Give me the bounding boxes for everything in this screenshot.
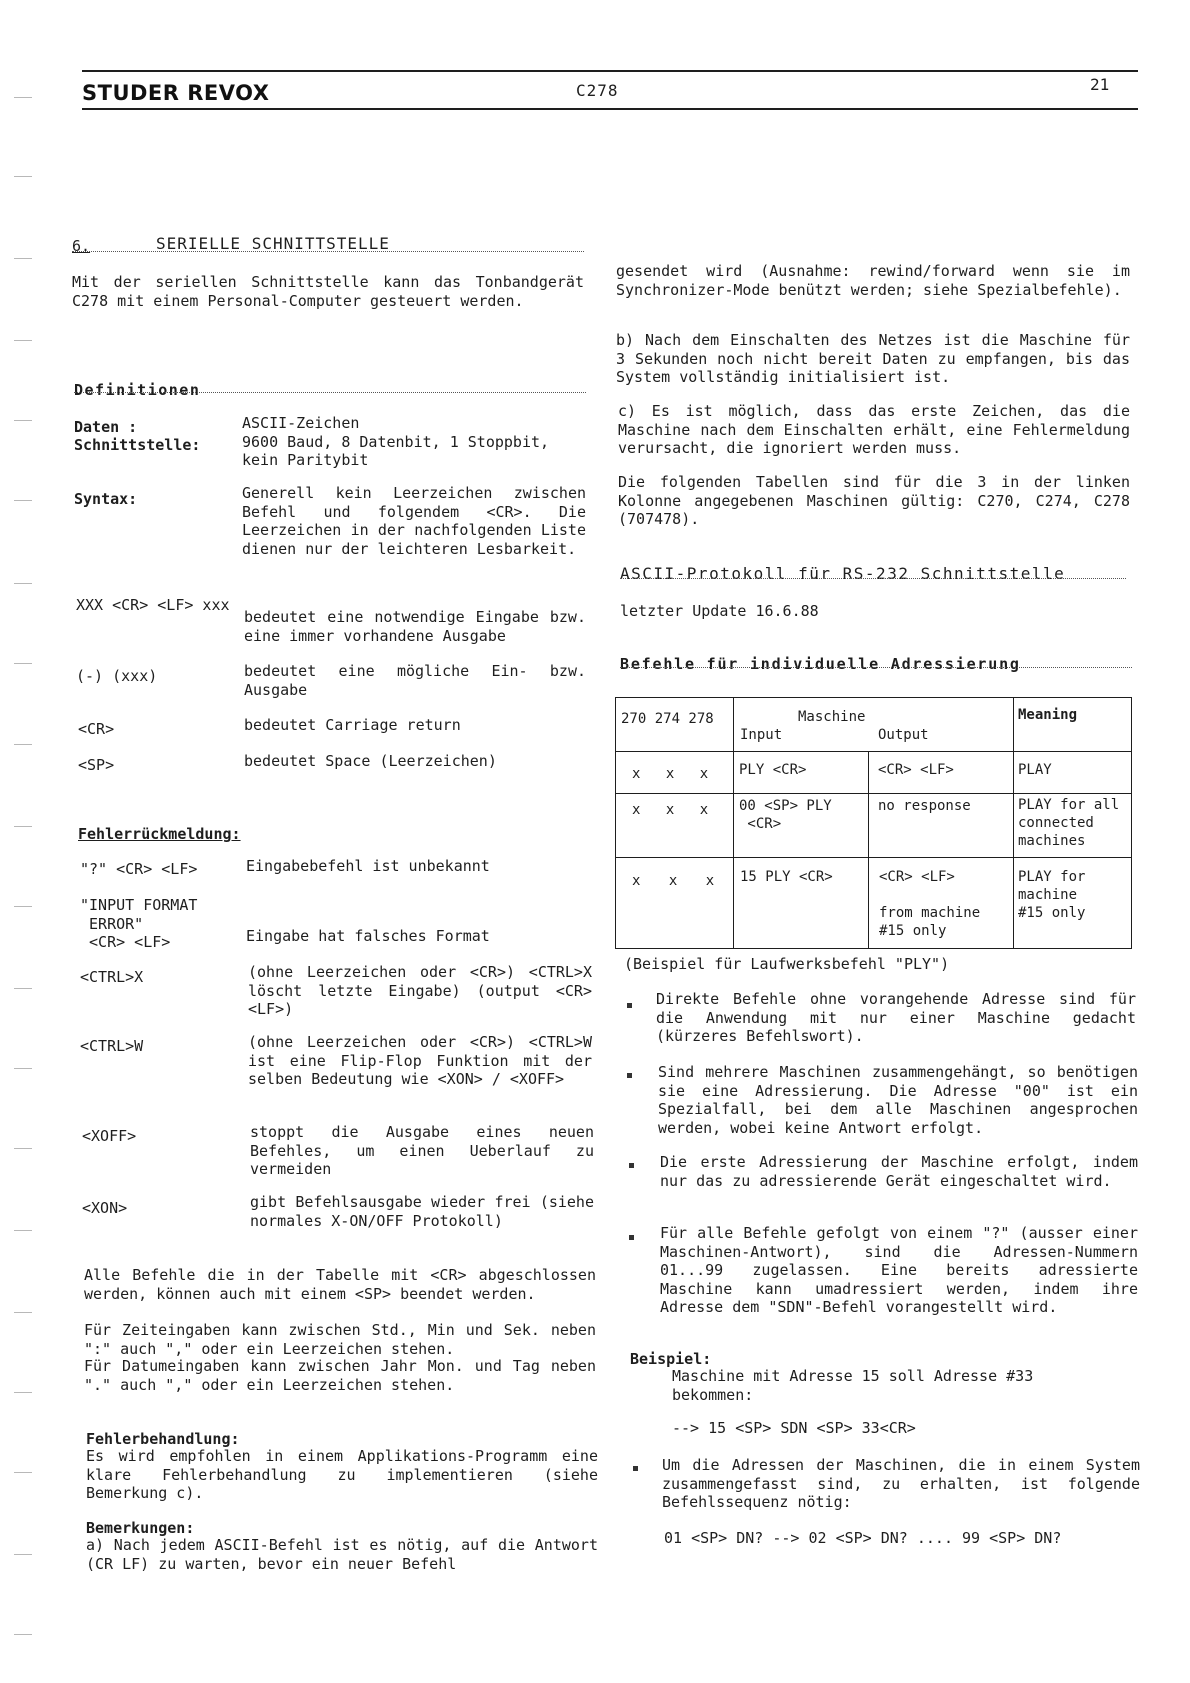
table-row-3-marks: x x x [632, 873, 715, 889]
notes-p1: Alle Befehle die in der Tabelle mit <CR> abgeschlossen werden, können auch mit einem <SP> beendet werden. [84, 1266, 596, 1303]
err-term-2: "INPUT FORMAT ERROR" <CR> <LF> [80, 896, 198, 951]
def-term-4: <SP> [78, 756, 115, 774]
err-term-4: <CTRL>W [80, 1037, 144, 1055]
margin-tick [14, 744, 32, 745]
errors-heading: Fehlerrückmeldung: [78, 825, 241, 843]
bullet-marker [633, 1466, 638, 1471]
table-row-1-input: PLY <CR> [739, 762, 807, 778]
err-desc-1: Eingabebefehl ist unbekannt [246, 857, 490, 875]
margin-tick [14, 1472, 32, 1473]
err-desc-6: gibt Befehlsausgabe wieder frei (siehe normales X-ON/OFF Protokoll) [250, 1193, 594, 1230]
table-col-line [733, 698, 734, 948]
header-bottom-rule [82, 108, 1138, 110]
command-table [615, 697, 1132, 949]
margin-tick [14, 97, 32, 98]
def-desc-4: bedeutet Space (Leerzeichen) [244, 752, 497, 770]
err-desc-4: (ohne Leerzeichen oder <CR>) <CTRL>W ist eine Flip-Flop Funktion mit der selben Bedeutung wie <XON> / <XOFF> [248, 1033, 592, 1088]
table-caption: (Beispiel für Laufwerksbefehl "PLY") [624, 955, 950, 973]
table-header-input: Input [740, 727, 783, 743]
table-col-line [1013, 698, 1014, 948]
margin-tick [14, 1148, 32, 1149]
table-col-line [868, 751, 869, 948]
notes-p3: Für Datumeingaben kann zwischen Jahr Mon. und Tag neben "." auch "," oder ein Leerzeichen stehen. [84, 1357, 596, 1394]
schnittstelle-label: Schnittstelle: [74, 436, 201, 454]
def-desc-2: bedeutet eine mögliche Ein- bzw. Ausgabe [244, 662, 586, 699]
table-row-1-marks: x x x [632, 766, 709, 782]
bullet-marker [627, 1003, 632, 1008]
bullet-marker [629, 1235, 634, 1240]
margin-tick [14, 1312, 32, 1313]
table-row-2-output: no response [878, 798, 971, 814]
definitions-heading: Definitionen [74, 381, 201, 399]
margin-tick [14, 583, 32, 584]
margin-tick [14, 826, 32, 827]
def-desc-3: bedeutet Carriage return [244, 716, 461, 734]
notes-p2: Für Zeiteingaben kann zwischen Std., Min und Sek. neben ":" auch "," oder ein Leerzeichen stehen. [84, 1321, 596, 1358]
table-row-3-input: 15 PLY <CR> [740, 869, 833, 885]
bullet-marker [629, 1163, 634, 1168]
margin-tick [14, 1392, 32, 1393]
daten-label: Daten : [74, 418, 138, 436]
daten-value: ASCII-Zeichen 9600 Baud, 8 Datenbit, 1 Stoppbit, kein Paritybit [242, 414, 550, 469]
fehlerbehandlung-heading: Fehlerbehandlung: [86, 1430, 240, 1448]
margin-tick [14, 663, 32, 664]
table-row-3-meaning: PLAY for machine #15 only [1018, 869, 1086, 921]
tables-note: Die folgenden Tabellen sind für die 3 in der linken Kolonne angegebenen Maschinen gültig: C270, C274, C278 (707478). [618, 473, 1130, 528]
beispiel-command: --> 15 <SP> SDN <SP> 33<CR> [672, 1419, 916, 1437]
bullet-item-3: Die erste Adressierung der Maschine erfolgt, indem nur das zu adressierende Gerät eingeschaltet wird. [660, 1153, 1138, 1190]
command-sequence: 01 <SP> DN? --> 02 <SP> DN? .... 99 <SP> DN? [664, 1529, 1062, 1547]
protocol-heading-rule [620, 578, 1126, 579]
model-label: C278 [576, 81, 619, 100]
margin-tick [14, 906, 32, 907]
margin-tick [14, 1634, 32, 1635]
err-desc-5: stoppt die Ausgabe eines neuen Befehles, um einen Ueberlauf zu vermeiden [250, 1123, 594, 1178]
def-term-1: XXX <CR> <LF> xxx [76, 596, 230, 614]
err-term-6: <XON> [82, 1199, 128, 1217]
fehlerbehandlung-text: Es wird empfohlen in einem Applikations-Programm eine klare Fehlerbehandlung zu implementieren (siehe Bemerkung c). [86, 1447, 598, 1502]
def-desc-1: bedeutet eine notwendige Eingabe bzw. eine immer vorhandene Ausgabe [244, 608, 586, 645]
bullet-marker [627, 1073, 632, 1078]
margin-tick [14, 1554, 32, 1555]
err-term-3: <CTRL>X [80, 968, 144, 986]
table-header-meaning: Meaning [1018, 707, 1078, 723]
margin-tick [14, 988, 32, 989]
bemerkung-a-cont: gesendet wird (Ausnahme: rewind/forward wenn sie im Synchronizer-Mode benützt werden; siehe Spezialbefehle). [616, 262, 1130, 299]
protocol-heading: ASCII-Protokoll für RS-232 Schnittstelle [620, 564, 1066, 583]
err-desc-2: Eingabe hat falsches Format [246, 927, 490, 945]
table-row-3-output: <CR> <LF> from machine #15 only [879, 869, 981, 939]
bemerkungen-heading: Bemerkungen: [86, 1519, 195, 1537]
table-header-maschine: Maschine [798, 709, 866, 725]
header-top-rule [82, 70, 1138, 72]
err-desc-3: (ohne Leerzeichen oder <CR>) <CTRL>X löscht letzte Eingabe) (output <CR> <LF>) [248, 963, 592, 1018]
margin-tick [14, 258, 32, 259]
bullet-item-5: Um die Adressen der Maschinen, die in einem System zusammengefasst sind, zu erhalten, ist folgende Befehlssequenz nötig: [662, 1456, 1140, 1511]
bullet-item-2: Sind mehrere Maschinen zusammengehängt, so benötigen sie eine Adressierung. Die Adresse "00" ist ein Spezialfall, bei dem alle Maschinen angesprochen werden, wobei keine Antwort erfolgt. [658, 1063, 1138, 1137]
bullet-item-1: Direkte Befehle ohne vorangehende Adresse sind für die Anwendung mit nur einer Maschine gedacht (kürzeres Befehlswort). [656, 990, 1136, 1045]
err-term-5: <XOFF> [82, 1127, 137, 1145]
table-row-2-marks: x x x [632, 802, 709, 818]
beispiel-heading: Beispiel: [630, 1350, 712, 1368]
update-note: letzter Update 16.6.88 [620, 602, 819, 620]
section-intro: Mit der seriellen Schnittstelle kann das Tonbandgerät C278 mit einem Personal-Computer gesteuert werden. [72, 273, 584, 310]
bemerkung-c: c) Es ist möglich, dass das erste Zeichen, das die Maschine nach dem Einschalten erhält, eine Fehlermeldung verursacht, die ignoriert werden muss. [618, 402, 1130, 457]
befehle-heading-rule [620, 667, 1132, 668]
table-row-2-meaning: PLAY for all connected machines [1018, 797, 1120, 849]
table-row-line [616, 751, 1131, 752]
margin-tick [14, 500, 32, 501]
bemerkung-a: a) Nach jedem ASCII-Befehl ist es nötig, auf die Antwort (CR LF) zu warten, bevor ein neuer Befehl [86, 1536, 598, 1573]
beispiel-text: Maschine mit Adresse 15 soll Adresse #33 bekommen: [672, 1367, 1034, 1404]
bullet-item-4: Für alle Befehle gefolgt von einem "?" (ausser einer Maschinen-Antwort), sind die Adressen-Nummern 01...99 zugelassen. Eine bereits adressierte Maschine kann umadressiert werden, indem ihre Adresse dem "SDN"-Befehl vorangestellt wird. [660, 1224, 1138, 1316]
margin-tick [14, 340, 32, 341]
margin-tick [14, 176, 32, 177]
margin-tick [14, 1230, 32, 1231]
befehle-heading: Befehle für individuelle Adressierung [620, 655, 1021, 673]
table-row-line [616, 857, 1131, 858]
section-title: SERIELLE SCHNITTSTELLE [156, 234, 390, 253]
section-number: 6. [72, 237, 91, 255]
margin-tick [14, 1068, 32, 1069]
margin-tick [14, 420, 32, 421]
table-row-1-output: <CR> <LF> [878, 762, 954, 778]
table-header-output: Output [878, 727, 929, 743]
syntax-label: Syntax: [74, 490, 138, 508]
syntax-value: Generell kein Leerzeichen zwischen Befehl und folgendem <CR>. Die Leerzeichen in der nachfolgenden Liste dienen nur der leichteren Lesbarkeit. [242, 484, 586, 558]
table-row-line [616, 793, 1131, 794]
page-number: 21 [1090, 75, 1110, 94]
def-term-2: (-) (xxx) [76, 667, 158, 685]
table-header-models: 270 274 278 [621, 711, 714, 727]
def-term-3: <CR> [78, 720, 115, 738]
section-title-rule [72, 251, 584, 252]
bemerkung-b: b) Nach dem Einschalten des Netzes ist die Maschine für 3 Sekunden noch nicht bereit Daten zu empfangen, bis das System vollständig initialisiert ist. [616, 331, 1130, 386]
err-term-1: "?" <CR> <LF> [80, 860, 198, 878]
brand-logo: STUDER REVOX [82, 81, 270, 105]
table-row-2-input: 00 <SP> PLY <CR> [739, 798, 832, 832]
table-row-1-meaning: PLAY [1018, 762, 1052, 778]
definitions-rule [74, 392, 586, 393]
